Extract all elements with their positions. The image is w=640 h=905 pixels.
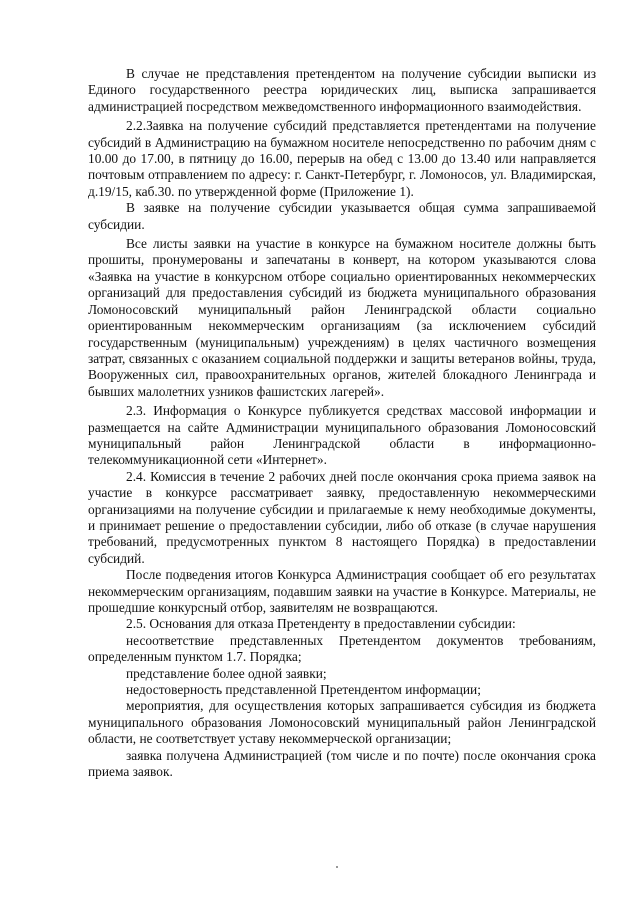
paragraph-2-4-commission: 2.4. Комиссия в течение 2 рабочих дней после окончания срока приема заявок на участие в конкурсе рассматривает заявку, предоставленную некоммерческими организациями на получение субсидии и прилагаемые к нему необходимые документы, и принимает решение о предоставлении субсидии, либо об отказе (в случае нарушения требований, предусмотренных пунктом 8 настоящего Порядка) в предоставлении субсидий. — [88, 468, 596, 566]
list-item-multiple-applications: представление более одной заявки; — [126, 665, 327, 681]
paragraph-total-amount: В заявке на получение субсидии указывается общая сумма запрашиваемой субсидии. — [88, 200, 596, 232]
paragraph-results: После подведения итогов Конкурса Администрация сообщает об его результатах некоммерческим организациям, подавшим заявки на участие в Конкурсе. Материалы, не прошедшие конкурсный отбор, заявителям не возвращаются. — [88, 567, 596, 615]
scan-speck — [336, 866, 338, 868]
paragraph-2-5-refusal-grounds: 2.5. Основания для отказа Претенденту в предоставлении субсидии: — [126, 616, 516, 632]
list-item-charter-mismatch: мероприятия, для осуществления которых запрашивается субсидия из бюджета муниципального образования Ломоносовский муниципальный район Ленинградской области, не соответствует уставу некоммерческой организации; — [88, 698, 596, 747]
list-item-false-information: недостоверность представленной Претендентом информации; — [126, 682, 481, 698]
paragraph-sealed-envelope: Все листы заявки на участие в конкурсе на бумажном носителе должны быть прошиты, пронумерованы и запечатаны в конверт, на котором указываются слова «Заявка на участие в конкурсном отборе социально ориентированных некоммерческих организаций для предоставления субсидий из бюджета муниципального образования Ломоносовский муниципальный район Ленинградской области социально ориентированным некоммерческим организациям (за исключением субсидий государственным (муниципальным) учреждениям) в целях частичного возмещения затрат, связанных с оказанием социальной поддержки и защиты ветеранов войны, труда, Вооруженных сил, правоохранительных органов, жителей блокадного Ленинграда и бывших малолетних узников фашистских лагерей». — [88, 236, 596, 399]
paragraph-egrul-extract: В случае не представления претендентом на получение субсидии выписки из Единого государственного реестра юридических лиц, выписка запрашивается администрацией посредством межведомственного информационного взаимодействия. — [88, 66, 596, 114]
paragraph-2-2-application: 2.2.Заявка на получение субсидий представляется претендентами на получение субсидий в Администрацию на бумажном носителе непосредственно по рабочим дням с 10.00 до 17.00, в пятницу до 16.00, перерыв на обед с 13.00 до 13.40 или направляется почтовым отправлением по адресу: г. Санкт-Петербург, г. Ломоносов, ул. Владимирская, д.19/15, каб.30. по утвержденной форме (Приложение 1). — [88, 118, 596, 199]
list-item-noncompliance: несоответствие представленных Претендентом документов требованиям, определенным пунктом 1.7. Порядка; — [88, 632, 596, 665]
paragraph-2-3-information: 2.3. Информация о Конкурсе публикуется средствах массовой информации и размещается на сайте Администрации муниципального образования Ломоносовский муниципальный район Ленинградской области в информационно-телекоммуникационной сети «Интернет». — [88, 403, 596, 468]
list-item-late-submission: заявка получена Администрацией (том числе и по почте) после окончания срока приема заявок. — [88, 747, 596, 780]
document-page — [88, 66, 596, 780]
